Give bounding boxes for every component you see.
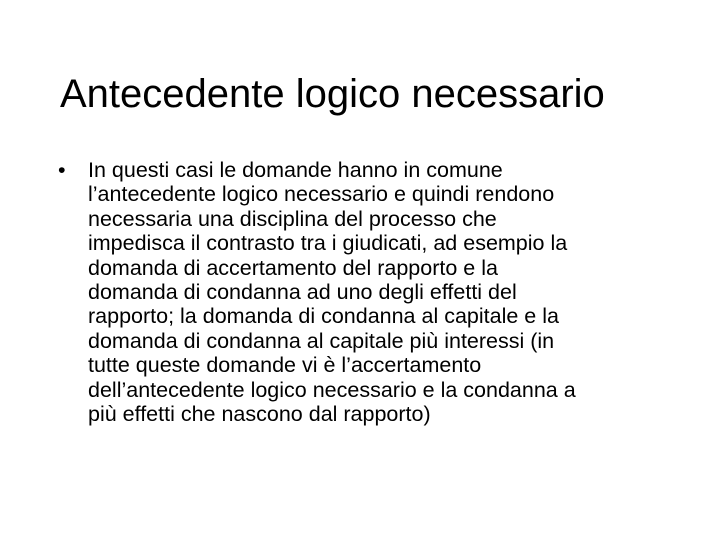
bullet-list [58, 158, 698, 426]
bullet-line: l’antecedente logico necessario e quindi rendono [88, 182, 555, 207]
bullet-line: domanda di accertamento del rapporto e la [88, 255, 498, 280]
bullet-line: rapporto; la domanda di condanna al capitale e la [88, 304, 559, 329]
bullet-line: In questi casi le domande hanno in comune [88, 158, 503, 182]
bullet-marker: • [58, 158, 66, 182]
bullet-line: impedisca il contrasto tra i giudicati, ad esempio la [88, 231, 568, 256]
slide-title: Antecedente logico necessario [60, 72, 605, 116]
bullet-line: dell’antecedente logico necessario e la condanna a [88, 377, 576, 402]
bullet-line: necessaria una disciplina del processo che [88, 206, 497, 231]
bullet-line: tutte queste domande vi è l’accertamento [88, 353, 482, 378]
bullet-line: più effetti che nascono dal rapporto) [88, 402, 431, 427]
bullet-line: domanda di condanna al capitale più interessi (in [88, 328, 555, 353]
bullet-line: domanda di condanna ad uno degli effetti del [88, 280, 517, 305]
bullet-item [58, 158, 698, 426]
